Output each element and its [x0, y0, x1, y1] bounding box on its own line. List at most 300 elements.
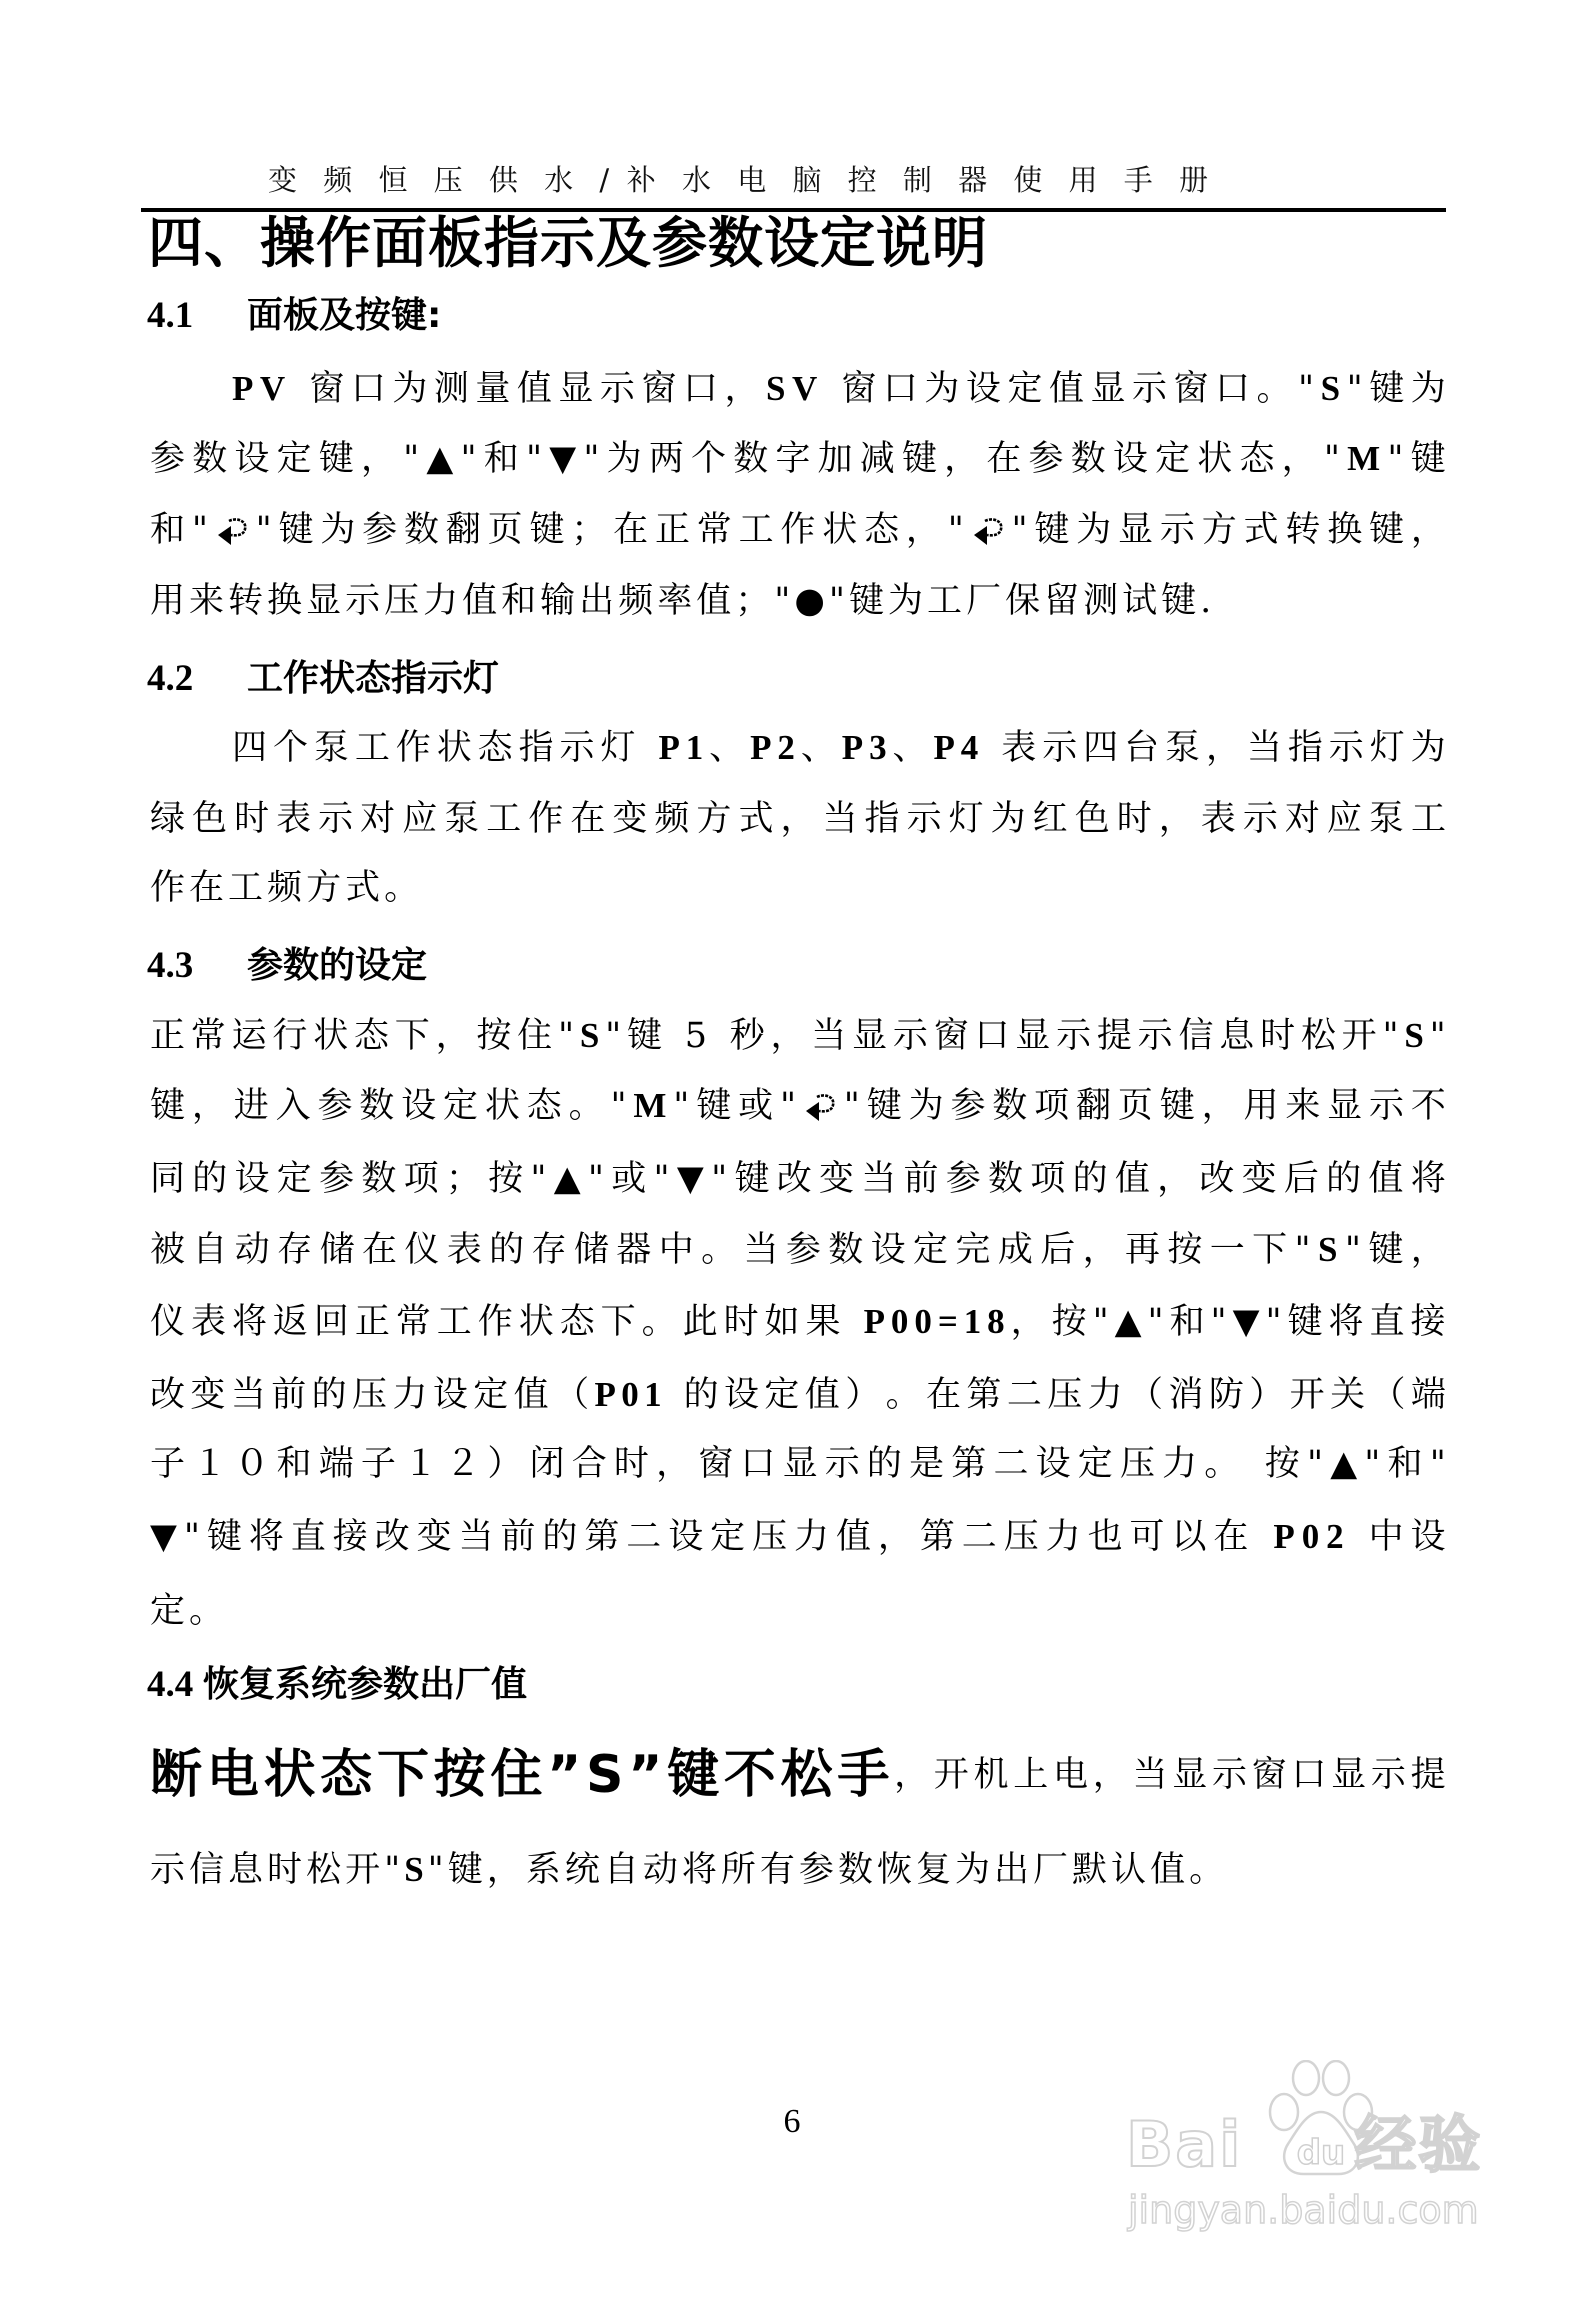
body-text: 工	[436, 1302, 472, 1342]
body-text: 时	[723, 1302, 759, 1342]
body-text: 泵	[313, 728, 349, 768]
paragraph-line	[150, 1512, 1446, 1562]
body-text: 示	[599, 369, 635, 409]
body-text: "	[1210, 1302, 1227, 1342]
body-text: 工	[228, 868, 264, 908]
body-text: 关	[1330, 1375, 1366, 1415]
body-text: "	[525, 439, 543, 479]
body-text: 键	[278, 510, 314, 550]
body-text: ▲	[1330, 1444, 1358, 1484]
body-text: 和	[276, 1444, 312, 1484]
body-text: 式	[345, 868, 381, 908]
body-text: 前	[903, 1159, 939, 1199]
emphasis-text: ”	[628, 1745, 663, 1805]
body-text	[1246, 1439, 1257, 1489]
body-text: 正	[654, 510, 690, 550]
body-text: 压	[1003, 1517, 1039, 1557]
section-number: 4.4	[147, 1664, 194, 1705]
body-text: 态	[559, 1302, 595, 1342]
body-text: 。	[641, 1302, 677, 1342]
body-text: 常	[395, 1302, 431, 1342]
body-text: 松	[1300, 1016, 1336, 1056]
return-key-icon	[803, 1089, 837, 1123]
body-text: 表	[446, 1230, 482, 1270]
body-text: 换	[267, 581, 303, 621]
body-text: 应	[402, 799, 438, 839]
paragraph-line	[150, 1297, 1446, 1347]
body-text: ２	[445, 1444, 481, 1484]
body-text: 转	[228, 581, 264, 621]
bold-text: P	[863, 1302, 885, 1341]
body-text: 不	[1410, 1086, 1446, 1126]
body-text: 压	[1119, 1444, 1155, 1484]
body-text: 后	[1040, 1230, 1076, 1270]
body-text: 工	[738, 510, 774, 550]
body-text: 仪	[404, 1230, 440, 1270]
body-text: 系	[525, 1850, 561, 1890]
body-text: "	[828, 581, 846, 621]
body-text: 示	[824, 1444, 860, 1484]
body-text: 二	[961, 1517, 997, 1557]
body-text: 常	[696, 510, 732, 550]
body-text: 参	[362, 510, 398, 550]
body-text: １	[403, 1444, 439, 1484]
body-text: 提	[1410, 1755, 1446, 1795]
body-text: ，	[486, 1850, 522, 1890]
body-text: 示	[1159, 510, 1195, 550]
body-text: 防	[1208, 1375, 1244, 1415]
body-text: 应	[1326, 799, 1362, 839]
body-text: 留	[1044, 581, 1080, 621]
body-text: 定	[1155, 439, 1191, 479]
body-text: ，	[780, 799, 816, 839]
body-text: 态	[353, 1016, 389, 1056]
paragraph-line	[150, 1845, 1446, 1895]
body-text: 表	[190, 1302, 226, 1342]
body-text: 键	[1369, 369, 1405, 409]
body-text: 、	[800, 728, 836, 768]
body-text: ，	[360, 439, 396, 479]
body-text: "	[427, 1850, 444, 1890]
body-text: 为	[908, 1086, 944, 1126]
body-text: 压	[752, 1517, 788, 1557]
body-text: 设	[870, 1230, 906, 1270]
body-text	[292, 364, 303, 414]
emphasis-text: ”	[547, 1745, 582, 1805]
section-number: 4.1	[147, 295, 194, 336]
body-text: "	[384, 1850, 401, 1890]
body-text: 将	[1328, 1302, 1364, 1342]
body-text: 出	[994, 1850, 1030, 1890]
body-text: 将	[231, 1302, 267, 1342]
body-text: 色	[1074, 799, 1110, 839]
bold-text: V	[259, 369, 286, 408]
body-text: 个	[691, 439, 727, 479]
body-text: 变	[612, 799, 648, 839]
body-text: （	[1128, 1375, 1164, 1415]
body-text: 复	[915, 1850, 951, 1890]
bold-text: S	[1320, 369, 1341, 408]
body-text: 示	[1328, 728, 1364, 768]
body-text: 和	[1169, 1302, 1205, 1342]
body-text: 当	[861, 1159, 897, 1199]
paragraph-line	[150, 1225, 1446, 1275]
body-text: 定	[1077, 1444, 1113, 1484]
body-text: 指	[518, 728, 554, 768]
body-text: 设	[1112, 439, 1148, 479]
body-text: 和	[150, 510, 186, 550]
body-text: 端	[318, 1444, 354, 1484]
body-text: 、	[892, 728, 928, 768]
body-text: 在	[926, 1375, 962, 1415]
page-number: 6	[783, 2103, 801, 2140]
body-text: 来	[189, 581, 225, 621]
body-text: 住	[517, 1016, 553, 1056]
body-text: "	[1323, 439, 1340, 479]
body-text: "	[191, 510, 208, 550]
paragraph-line	[232, 723, 1446, 773]
body-text: 前	[500, 1517, 536, 1557]
body-text: 在	[1213, 1517, 1249, 1557]
body-text: 上	[1013, 1755, 1049, 1795]
body-text: 设	[432, 1375, 468, 1415]
body-text: 一	[1209, 1230, 1245, 1270]
body-text: 方	[696, 799, 732, 839]
body-text: 的	[866, 1444, 902, 1484]
body-text: ，	[944, 439, 980, 479]
body-text: "	[1265, 1302, 1282, 1342]
body-text: 所	[720, 1850, 756, 1890]
body-text: 定	[764, 1375, 800, 1415]
body-text: 来	[1285, 1086, 1321, 1126]
body-text: 口	[1215, 369, 1251, 409]
body-text: 键	[696, 1086, 732, 1126]
body-text: 示	[906, 799, 942, 839]
body-text: 被	[150, 1230, 186, 1270]
section-heading-4-3	[147, 943, 427, 989]
section-number: 4.2	[147, 658, 194, 699]
body-text: 两	[648, 439, 684, 479]
body-text: 电	[1053, 1755, 1089, 1795]
body-text: 压	[1047, 1375, 1083, 1415]
bold-text: 0	[914, 1302, 932, 1341]
body-text: 改	[374, 1517, 410, 1557]
body-text: 默	[1072, 1850, 1108, 1890]
body-text: "	[673, 1086, 690, 1126]
body-text: 存	[531, 1230, 567, 1270]
body-text: 显	[1327, 1086, 1363, 1126]
body-text: 子	[150, 1444, 186, 1484]
body-text: （	[554, 1375, 590, 1415]
body-text: ）	[487, 1444, 523, 1484]
body-text: 为	[990, 799, 1026, 839]
paw-du-text: du	[1296, 2133, 1346, 2173]
body-text: 。	[568, 1086, 604, 1126]
body-text: 值	[513, 1375, 549, 1415]
body-text: 前	[271, 1375, 307, 1415]
body-text: 再	[1124, 1230, 1160, 1270]
body-text: 作	[150, 868, 186, 908]
body-text: 显	[1331, 1755, 1367, 1795]
body-text: 作	[528, 799, 564, 839]
body-text: 合	[571, 1444, 607, 1484]
body-text: 显	[1118, 510, 1154, 550]
body-text: "	[653, 1159, 670, 1199]
body-text: 的	[1326, 1159, 1362, 1199]
bold-text: 1	[685, 728, 704, 767]
body-text: 参	[1028, 439, 1064, 479]
body-text: "	[774, 581, 791, 621]
body-text: 示	[1056, 1016, 1092, 1056]
body-text: 息	[1219, 1016, 1255, 1056]
body-text: 工	[354, 728, 390, 768]
body-text: 回	[313, 1302, 349, 1342]
body-text: 和	[501, 581, 537, 621]
body-text: ）	[1249, 1375, 1285, 1415]
body-text: 将	[1410, 1159, 1446, 1199]
body-text: 态	[477, 728, 513, 768]
body-text: ，	[1205, 728, 1241, 768]
bold-text: S	[1404, 1016, 1424, 1055]
body-text: 显	[1015, 1016, 1051, 1056]
body-text: 常	[190, 1016, 226, 1056]
bold-text: =	[937, 1302, 958, 1341]
bold-text: M	[1347, 439, 1381, 478]
body-text: 。	[384, 868, 420, 908]
body-text: 第	[584, 1517, 620, 1557]
body-text: 设	[234, 1159, 270, 1199]
body-text: 灯	[1369, 728, 1405, 768]
body-text: 口	[740, 1444, 776, 1484]
body-text: 参	[317, 1086, 353, 1126]
body-text: 键	[1287, 1302, 1323, 1342]
body-text: 运	[231, 1016, 267, 1056]
body-text: ▼	[549, 439, 577, 479]
body-text: "	[947, 510, 964, 550]
paragraph-line	[150, 434, 1446, 484]
body-text: 为	[1410, 728, 1446, 768]
body-text: 泵	[1165, 728, 1201, 768]
body-text: ▼	[676, 1159, 704, 1199]
body-text: 状	[518, 1302, 554, 1342]
body-text: 开	[933, 1755, 969, 1795]
body-text: .	[1200, 581, 1212, 621]
body-text: 测	[1083, 581, 1119, 621]
body-text: 台	[1124, 728, 1160, 768]
body-text: 存	[277, 1230, 313, 1270]
body-text: 将	[681, 1850, 717, 1890]
body-text: 的	[489, 1230, 525, 1270]
body-text: 率	[657, 581, 693, 621]
watermark-brand-left: Bai	[1126, 2108, 1243, 2181]
body-text	[846, 1297, 857, 1347]
body-text: 态	[864, 510, 900, 550]
body-text: 入	[275, 1086, 311, 1126]
body-text: 为	[954, 1850, 990, 1890]
paragraph-line	[150, 1370, 1446, 1420]
body-text: 。	[701, 1230, 737, 1270]
body-text: 力	[1045, 1517, 1081, 1557]
body-text: 示	[1137, 1016, 1173, 1056]
body-text: 参	[785, 1230, 821, 1270]
body-text: 键	[1410, 439, 1446, 479]
body-text: 状	[822, 510, 858, 550]
body-text: ；	[571, 510, 607, 550]
body-text: 自	[603, 1850, 639, 1890]
body-text: 进	[233, 1086, 269, 1126]
body-text: 中	[1368, 1517, 1404, 1557]
body-text: "	[779, 1086, 797, 1126]
body-text: 同	[150, 1159, 186, 1199]
emphasis-text: 下	[376, 1745, 429, 1805]
body-text: 变	[416, 1517, 452, 1557]
body-text: 状	[1197, 439, 1233, 479]
body-text: 当	[230, 1375, 266, 1415]
body-text: 下	[394, 1016, 430, 1056]
body-text: ，	[1410, 1230, 1446, 1270]
paragraph-line	[150, 1154, 1446, 1204]
body-text: 示	[892, 1016, 928, 1056]
paragraph-line	[150, 1745, 1446, 1805]
body-text: 当	[811, 1016, 847, 1056]
body-text: 值	[516, 369, 552, 409]
body-text: 设	[1410, 1517, 1446, 1557]
body-text: 当	[1246, 728, 1282, 768]
body-text: 变	[190, 1375, 226, 1415]
body-text: 接	[332, 1517, 368, 1557]
body-text: 窗	[1173, 369, 1209, 409]
body-text: 定	[710, 1517, 746, 1557]
bold-text: P	[658, 728, 680, 767]
body-text: 数	[361, 1159, 397, 1199]
bold-text: 1	[644, 1375, 662, 1414]
body-text: 项	[1030, 1159, 1066, 1199]
body-text: 储	[573, 1230, 609, 1270]
body-text: 设	[234, 439, 270, 479]
body-text: 翻	[445, 510, 481, 550]
body-text: ，	[877, 1517, 913, 1557]
emphasis-text: 键	[667, 1745, 720, 1805]
body-text: 键	[206, 1517, 242, 1557]
body-text: "	[530, 1159, 547, 1199]
body-text: 数	[992, 1086, 1028, 1126]
body-text: 时	[613, 1444, 649, 1484]
body-text: 为	[888, 581, 924, 621]
body-text: 页	[1117, 1086, 1153, 1126]
body-text: 端	[1410, 1375, 1446, 1415]
paragraph-line	[150, 1011, 1446, 1061]
body-text: "	[1294, 1230, 1311, 1270]
body-text: 力	[392, 1375, 428, 1415]
body-text: "	[557, 1016, 575, 1056]
bold-text: P	[594, 1375, 616, 1414]
body-text: 对	[1284, 799, 1320, 839]
body-text: 表	[276, 799, 312, 839]
body-text: 口	[974, 1016, 1010, 1056]
body-text: 项	[1034, 1086, 1070, 1126]
section-title: 工作状态指示灯	[247, 658, 500, 699]
body-text: 变	[1241, 1159, 1277, 1199]
body-text: 作	[395, 728, 431, 768]
bold-text: 2	[777, 728, 795, 767]
body-text: 果	[805, 1302, 841, 1342]
body-text: 为	[320, 510, 356, 550]
body-text	[824, 364, 835, 414]
body-text: ，	[1157, 1159, 1193, 1199]
body-text: 信	[1178, 1016, 1214, 1056]
body-text: "	[605, 1016, 622, 1056]
body-text: 窗	[1251, 1755, 1287, 1795]
body-text: 直	[290, 1517, 326, 1557]
body-text: 按	[1167, 1230, 1203, 1270]
body-text: 当	[743, 1230, 779, 1270]
bold-text: S	[579, 1016, 600, 1055]
body-text: 示	[318, 799, 354, 839]
body-text: 开	[345, 1850, 381, 1890]
body-text: 方	[306, 868, 342, 908]
body-text: 数	[1070, 439, 1106, 479]
body-text: 力	[1162, 1444, 1198, 1484]
body-text: 参	[945, 1159, 981, 1199]
body-text: 值	[804, 1375, 840, 1415]
body-text: 键	[734, 1159, 770, 1199]
watermark-url: jingyan.baidu.com	[1128, 2188, 1479, 2232]
body-text: 数	[403, 510, 439, 550]
body-text: 四	[1083, 728, 1119, 768]
body-text: 定	[473, 1375, 509, 1415]
body-text: 。	[189, 1591, 225, 1631]
body-text: "	[1382, 1016, 1399, 1056]
body-text: 值	[462, 581, 498, 621]
body-text: 时	[1116, 799, 1152, 839]
body-text: 机	[973, 1755, 1009, 1795]
body-text: 二	[993, 1444, 1029, 1484]
body-text: 值	[1114, 1159, 1150, 1199]
body-text: 保	[1005, 581, 1041, 621]
body-text: 工	[486, 799, 522, 839]
body-text: 量	[475, 369, 511, 409]
body-text: 红	[1032, 799, 1068, 839]
emphasis-text: S	[586, 1745, 624, 1805]
body-text: 下	[1252, 1230, 1288, 1270]
body-text: 灯	[600, 728, 636, 768]
body-text: 窗	[641, 369, 677, 409]
body-text: 用	[1243, 1086, 1279, 1126]
body-text: ０	[234, 1444, 270, 1484]
emphasis-text: 手	[837, 1745, 890, 1805]
body-text: 闭	[529, 1444, 565, 1484]
body-text: "	[1306, 1444, 1324, 1484]
body-text: 表	[1200, 799, 1236, 839]
body-text: 为	[1076, 510, 1112, 550]
body-text: 息	[228, 1850, 264, 1890]
body-text: "	[255, 510, 272, 550]
body-text: "	[1011, 510, 1028, 550]
body-text: 的	[192, 1159, 228, 1199]
body-text: 状	[484, 1086, 520, 1126]
emphasis-text: 松	[780, 1745, 833, 1805]
return-key-icon	[215, 513, 249, 547]
body-text: 变	[818, 1159, 854, 1199]
body-text: 仪	[150, 1302, 186, 1342]
paragraph-line	[232, 364, 1446, 414]
body-text: 的	[1072, 1159, 1108, 1199]
body-text: 改	[1199, 1159, 1235, 1199]
body-text: 。	[1204, 1444, 1240, 1484]
bold-text: S	[404, 1850, 424, 1889]
body-text: 定	[276, 439, 312, 479]
body-text: 为	[392, 369, 428, 409]
